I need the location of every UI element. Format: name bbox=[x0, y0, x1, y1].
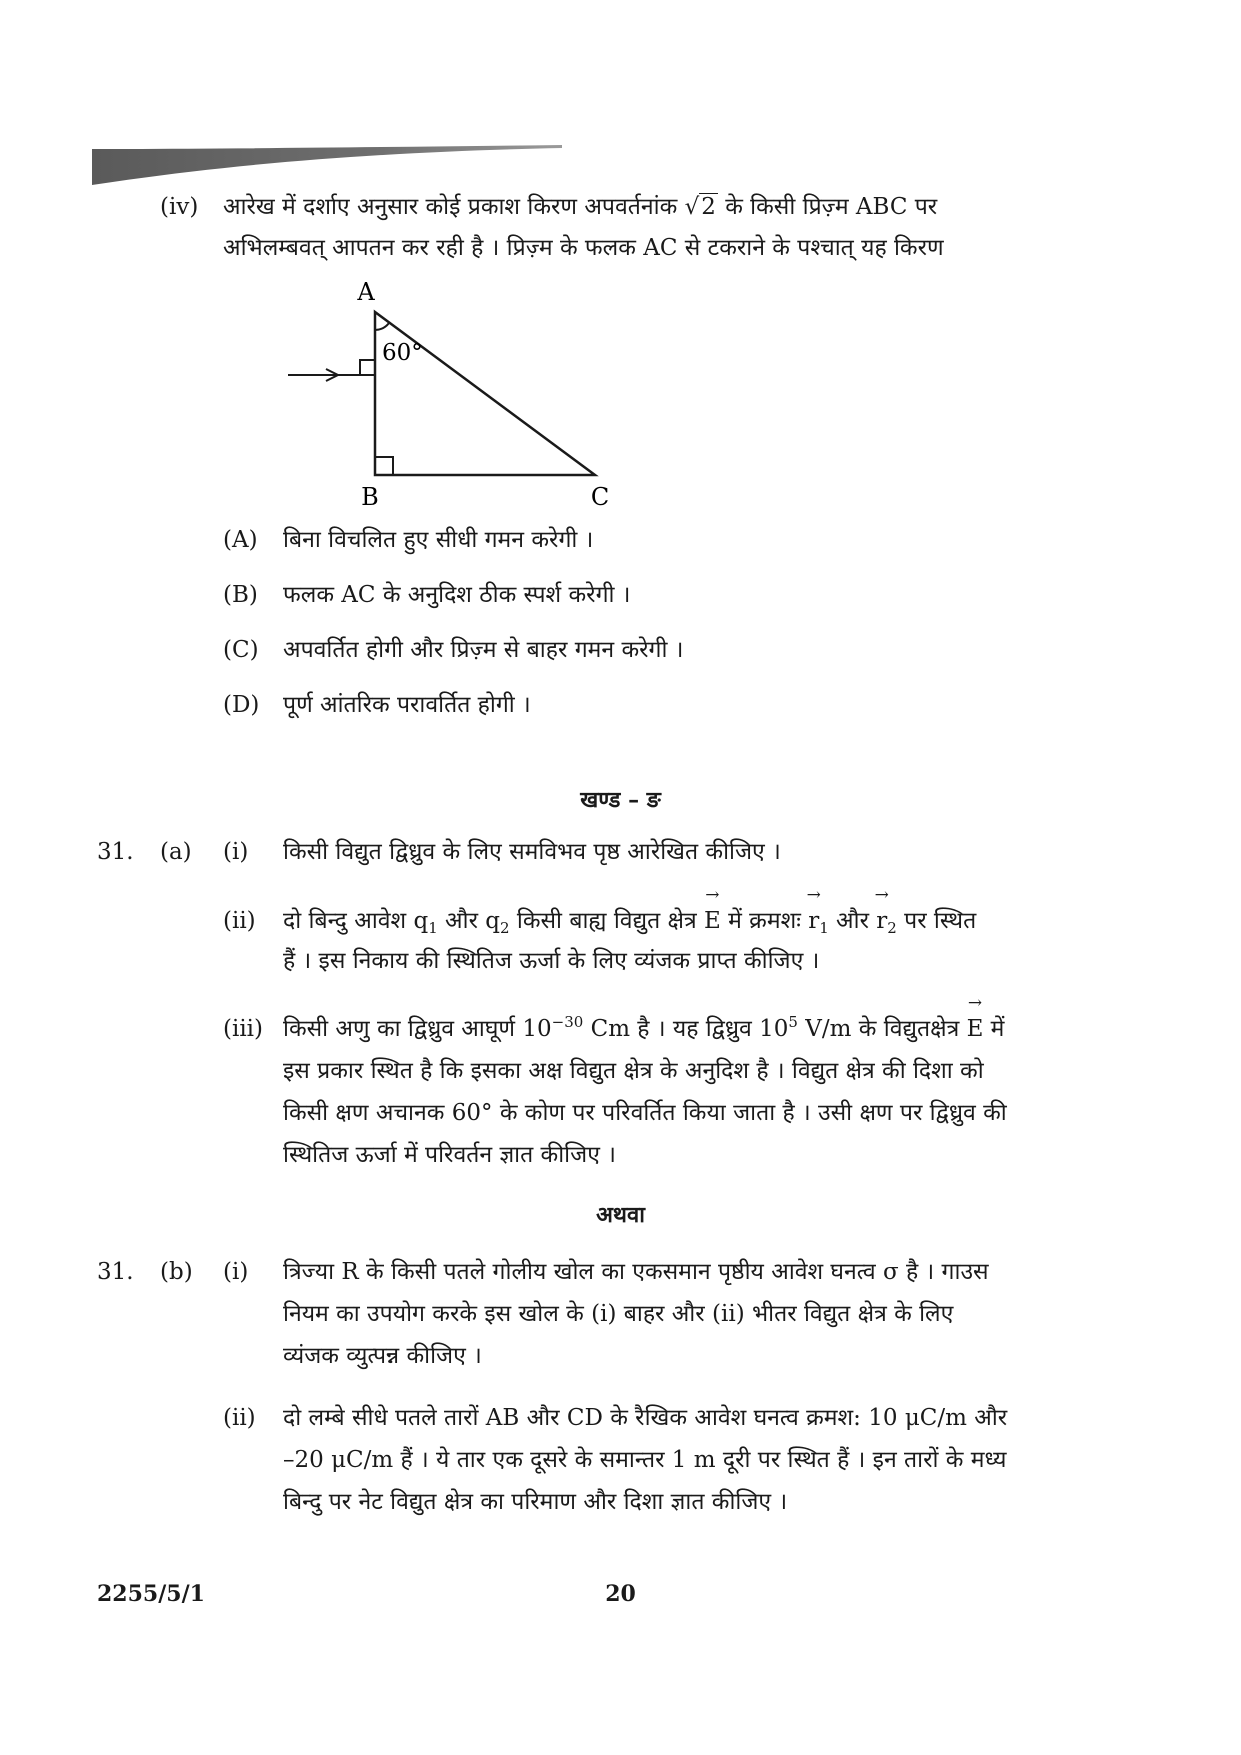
q31a-ii-t1: दो बिन्दु आवेश bbox=[283, 908, 414, 934]
prism-triangle bbox=[375, 312, 595, 475]
option-b-label: (B) bbox=[223, 582, 258, 608]
or-label: अथवा bbox=[596, 1202, 645, 1228]
vector-r1: → r bbox=[808, 904, 819, 938]
q31a-ii-t4: में क्रमशः bbox=[720, 908, 809, 934]
q31a-ii-t6: पर स्थित bbox=[896, 908, 977, 934]
r2-subscript: 2 bbox=[887, 919, 897, 937]
charge-q2: q bbox=[485, 908, 501, 934]
option-d-text: पूर्ण आंतरिक परावर्तित होगी । bbox=[283, 692, 531, 718]
vertex-label-a: A bbox=[357, 278, 375, 306]
q2-subscript: 2 bbox=[500, 919, 510, 937]
q31a-i-text: किसी विद्युत द्विध्रुव के लिए समविभव पृष्ठ आरेखित कीजिए । bbox=[283, 839, 781, 865]
q31b-ii-line2: –20 μC/m हैं । ये तार एक दूसरे के समान्तर 1 m दूरी पर स्थित हैं । इन तारों के मध्य bbox=[283, 1447, 1007, 1473]
vector-e: → E bbox=[704, 904, 721, 938]
q31a-iii-line1 bbox=[283, 1012, 1004, 1046]
exp-5: 5 bbox=[788, 1013, 798, 1031]
q31a-iii-line2: इस प्रकार स्थित है कि इसका अक्ष विद्युत क्षेत्र के अनुदिश है । विद्युत क्षेत्र की दिशा को bbox=[283, 1058, 984, 1084]
q31a-ii-line1 bbox=[283, 904, 976, 938]
q31a-ii-t2: और bbox=[437, 908, 486, 934]
q31a-iii-t2: Cm है । यह द्विध्रुव 10 bbox=[583, 1016, 789, 1042]
q31b-i-line2: नियम का उपयोग करके इस खोल के (i) बाहर और (ii) भीतर विद्युत क्षेत्र के लिए bbox=[283, 1301, 954, 1327]
option-a-label: (A) bbox=[223, 527, 258, 553]
footer-page-number: 20 bbox=[605, 1581, 636, 1607]
header-bar bbox=[92, 145, 562, 185]
sqrt-2 bbox=[685, 190, 718, 224]
exp-neg30: −30 bbox=[551, 1013, 584, 1031]
q31a-part: (a) bbox=[160, 839, 192, 865]
q31a-iii-label: (iii) bbox=[223, 1016, 264, 1042]
option-b-text: फलक AC के अनुदिश ठीक स्पर्श करेगी । bbox=[283, 582, 631, 608]
q31b-ii-line3: बिन्दु पर नेट विद्युत क्षेत्र का परिमाण और दिशा ज्ञात कीजिए । bbox=[283, 1489, 788, 1515]
q31a-ii-t3: किसी बाह्य विद्युत क्षेत्र bbox=[509, 908, 704, 934]
q30iv-line1-pre: आरेख में दर्शाए अनुसार कोई प्रकाश किरण अपवर्तनांक bbox=[223, 194, 678, 220]
q31b-ii-label: (ii) bbox=[223, 1405, 256, 1431]
angle-label: 60° bbox=[382, 340, 423, 366]
q31a-iii-t4: में bbox=[983, 1016, 1005, 1042]
q30iv-line2: अभिलम्बवत् आपतन कर रही है । प्रिज़्म के फलक AC से टकराने के पश्चात् यह किरण bbox=[223, 235, 944, 261]
q31b-i-line1: त्रिज्या R के किसी पतले गोलीय खोल का एकसमान पृष्ठीय आवेश घनत्व σ है । गाउस bbox=[283, 1259, 989, 1285]
vertex-label-b: B bbox=[361, 483, 379, 511]
sqrt-value: 2 bbox=[701, 194, 716, 220]
q31a-iii-t1: किसी अणु का द्विध्रुव आघूर्ण 10 bbox=[283, 1016, 552, 1042]
q31a-ii-line2: हैं । इस निकाय की स्थितिज ऊर्जा के लिए व्यंजक प्राप्त कीजिए । bbox=[283, 948, 820, 974]
q31b-ii-line1: दो लम्बे सीधे पतले तारों AB और CD के रैखिक आवेश घनत्व क्रमश: 10 μC/m और bbox=[283, 1405, 1008, 1431]
q31a-i-label: (i) bbox=[223, 839, 249, 865]
option-c-label: (C) bbox=[223, 637, 259, 663]
q31b-number: 31. bbox=[97, 1259, 134, 1285]
q30iv-line1 bbox=[223, 190, 937, 224]
vector-e-2: → E bbox=[967, 1012, 984, 1046]
q31a-iii-t3: V/m के विद्युतक्षेत्र bbox=[797, 1016, 967, 1042]
right-angle-mark-incidence bbox=[360, 360, 375, 375]
sqrt-symbol: √ bbox=[684, 194, 700, 220]
q30iv-line1-post: के किसी प्रिज़्म ABC पर bbox=[725, 194, 938, 220]
angle-arc-a bbox=[375, 323, 389, 330]
footer-code: 2255/5/1 bbox=[97, 1581, 205, 1607]
charge-q1: q bbox=[413, 908, 429, 934]
q31b-i-line3: व्यंजक व्युत्पन्न कीजिए । bbox=[283, 1343, 482, 1369]
q31a-iii-line4: स्थितिज ऊर्जा में परिवर्तन ज्ञात कीजिए । bbox=[283, 1142, 616, 1168]
r1-subscript: 1 bbox=[819, 919, 829, 937]
vector-r2: → r bbox=[876, 904, 887, 938]
q31a-iii-line3: किसी क्षण अचानक 60° के कोण पर परिवर्तित किया जाता है । उसी क्षण पर द्विध्रुव की bbox=[283, 1100, 1007, 1126]
q30iv-label: (iv) bbox=[160, 194, 199, 220]
q31a-number: 31. bbox=[97, 839, 134, 865]
section-title: खण्ड – ङ bbox=[580, 787, 661, 813]
right-angle-mark-b bbox=[375, 457, 393, 475]
q31b-i-label: (i) bbox=[223, 1259, 249, 1285]
q1-subscript: 1 bbox=[428, 919, 438, 937]
q31b-part: (b) bbox=[160, 1259, 193, 1285]
vertex-label-c: C bbox=[590, 483, 610, 511]
option-a-text: बिना विचलित हुए सीधी गमन करेगी । bbox=[283, 527, 594, 553]
option-c-text: अपवर्तित होगी और प्रिज़्म से बाहर गमन करेगी । bbox=[283, 637, 684, 663]
option-d-label: (D) bbox=[223, 692, 260, 718]
q31a-ii-label: (ii) bbox=[223, 908, 256, 934]
prism-figure bbox=[280, 272, 620, 512]
q31a-ii-t5: और bbox=[828, 908, 877, 934]
